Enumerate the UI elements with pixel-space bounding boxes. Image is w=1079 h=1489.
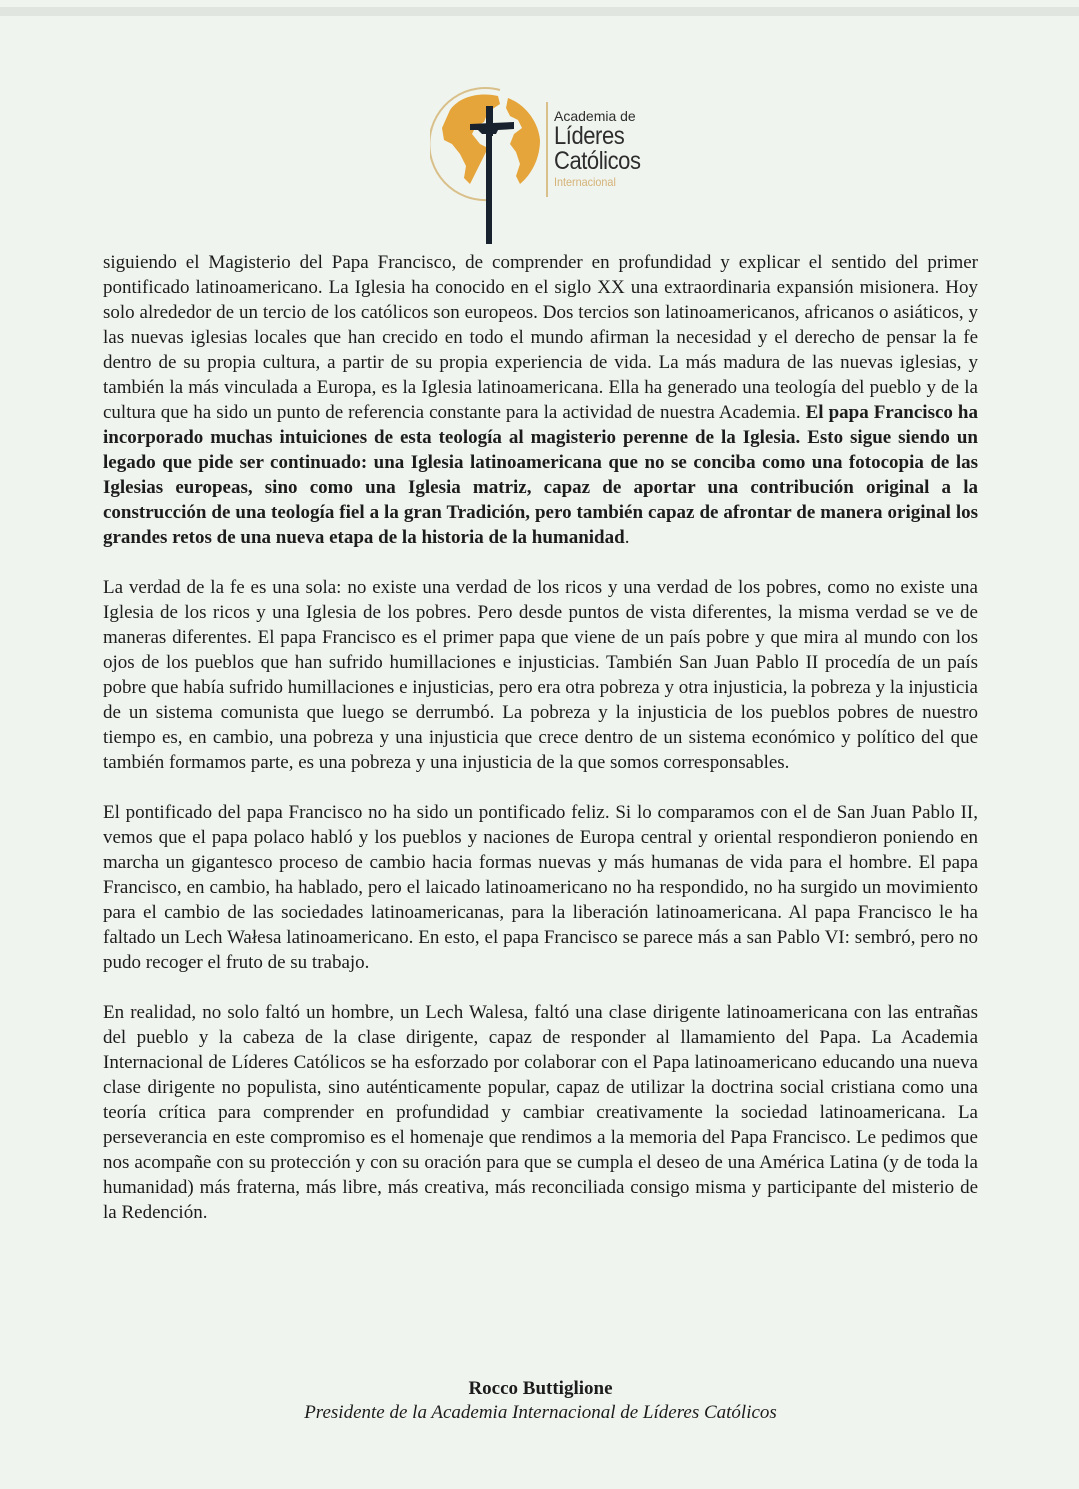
paragraph-4: En realidad, no solo faltó un hombre, un Lech Walesa, faltó una clase dirigente latinoamericana con las entrañas del pueblo y la cabeza de la clase dirigente, capaz de responder al llamamiento del Papa. La Academia Internacional de Líderes Católicos se ha esforzado por colaborar con el Papa latinoamericano educando una nueva clase dirigente no populista, sino auténticamente popular, capaz de utilizar la doctrina social cristiana como una teoría crítica para comprender en profundidad y cambiar creativamente la sociedad latinoamericana. La perseverancia en este compromiso es el homenaje que rendimos a la memoria del Papa Francisco. Le pedimos que nos acompañe con su protección y con su oración para que se cumpla el deseo de una América Latina (y de toda la humanidad) más fraterna, más libre, más creativa, más reconciliada consigo misma y participante del misterio de la Redención. bbox=[103, 1002, 978, 1223]
logo-wordmark bbox=[554, 108, 652, 190]
globe-cross-icon bbox=[430, 82, 550, 247]
signature-name: Rocco Buttiglione bbox=[468, 1378, 613, 1399]
top-edge-bar bbox=[0, 7, 1079, 16]
paragraph-1-text: siguiendo el Magisterio del Papa Francisco, de comprender en profundidad y explicar el sentido del primer pontificado latinoamericano. La Iglesia ha conocido en el siglo XX una extraordinaria expansión misionera. Hoy solo alrededor de un tercio de los católicos son europeos. Dos tercios son latinoamericanos, africanos o asiáticos, y las nuevas iglesias locales que han crecido en todo el mundo afirman la necesidad y el derecho de pensar la fe dentro de su propia cultura, a partir de su propia experiencia de vida. La más madura de las nuevas iglesias, y también la más vinculada a Europa, es la Iglesia latinoamericana. Ella ha generado una teología del pueblo y de la cultura que ha sido un punto de referencia constante para la actividad de nuestra Academia. bbox=[103, 252, 978, 423]
paragraph-1 bbox=[103, 250, 978, 550]
logo-line-internacional: Internacional bbox=[554, 175, 616, 189]
paragraph-2: La verdad de la fe es una sola: no existe una verdad de los ricos y una verdad de los pobres, como no existe una Iglesia de los ricos y una Iglesia de los pobres. Pero desde puntos de vista diferentes, la misma verdad se ve de maneras diferentes. El papa Francisco es el primer papa que viene de un país pobre y que mira al mundo con los ojos de los pueblos que han sufrido humillaciones e injusticias. También San Juan Pablo II procedía de un país pobre que había sufrido humillaciones e injusticias, pero era otra pobreza y otra injusticia, la pobreza y la injusticia de un sistema comunista que luego se derrumbó. La pobreza y la injusticia de los pueblos pobres de nuestro tiempo es, en cambio, una pobreza y una injusticia que crece dentro de un sistema económico y político del que también formamos parte, es una pobreza y una injusticia de la que somos corresponsables. bbox=[103, 577, 978, 773]
letter-body bbox=[103, 250, 978, 1250]
logo-line-academia: Academia de bbox=[554, 108, 636, 124]
signature-block bbox=[103, 1377, 978, 1425]
paragraph-1-end: . bbox=[624, 527, 630, 548]
signature-title: Presidente de la Academia Internacional de Líderes Católicos bbox=[304, 1402, 777, 1423]
academy-logo bbox=[430, 82, 670, 247]
logo-line-catolicos: Católicos bbox=[554, 147, 641, 175]
logo-divider bbox=[546, 102, 548, 197]
paragraph-3: El pontificado del papa Francisco no ha sido un pontificado feliz. Si lo comparamos con el de San Juan Pablo II, vemos que el papa polaco habló y los pueblos y naciones de Europa central y oriental respondieron poniendo en marcha un gigantesco proceso de cambio hacia formas nuevas y más humanas de vida para el hombre. El papa Francisco, en cambio, ha hablado, pero el laicado latinoamericano no ha respondido, no ha surgido un movimiento para el cambio de las sociedades latinoamericanas, para la liberación latinoamericana. Al papa Francisco le ha faltado un Lech Wałesa latinoamericano. En esto, el papa Francisco se parece más a san Pablo VI: sembró, pero no pudo recoger el fruto de su trabajo. bbox=[103, 802, 978, 973]
logo-line-lideres: Líderes bbox=[554, 122, 625, 150]
paragraph-1-bold-text: El papa Francisco ha incorporado muchas intuiciones de esta teología al magisterio perenne de la Iglesia. Esto sigue siendo un legado que pide ser continuado: una Iglesia latinoamericana que no se conciba como una fotocopia de las Iglesias europeas, sino como una Iglesia matriz, capaz de aportar una contribución original a la construcción de una teología fiel a la gran Tradición, pero también capaz de afrontar de manera original los grandes retos de una nueva etapa de la historia de la humanidad bbox=[103, 402, 978, 548]
